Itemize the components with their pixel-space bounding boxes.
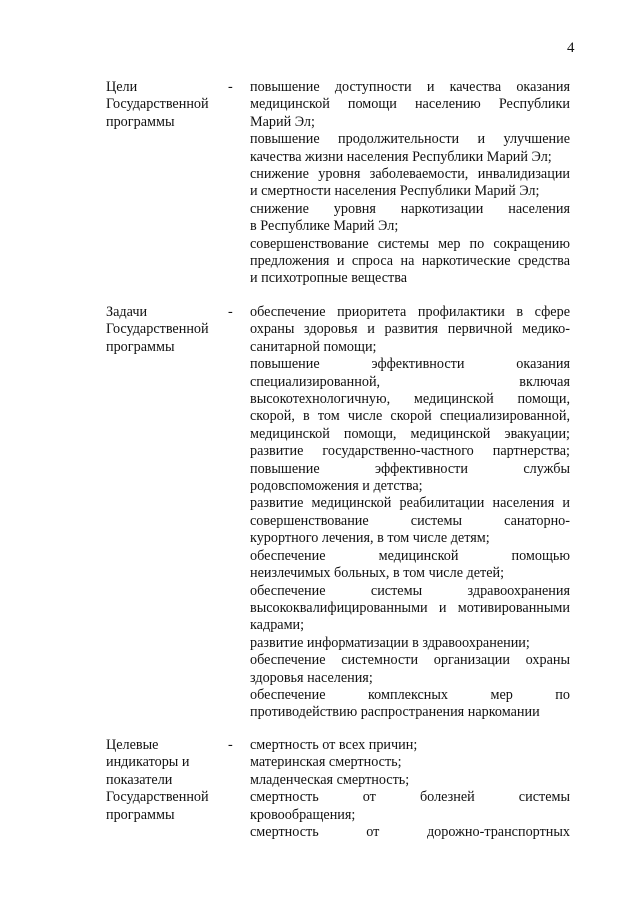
- content-line: повышение продолжительности и улучшение: [250, 131, 570, 148]
- content-line: развитие медицинской реабилитации населения и: [250, 495, 570, 512]
- content-line: санитарной помощи;: [250, 338, 377, 355]
- content-line: смертность от всех причин;: [250, 737, 418, 753]
- content-line: в Республике Марий Эл;: [250, 218, 399, 235]
- content-line: обеспечение комплексных мер по: [250, 686, 570, 703]
- content-line: совершенствование системы мер по сокращению: [250, 235, 570, 252]
- content-line: противодействию распространения наркомании: [250, 704, 540, 721]
- section-label: [106, 79, 231, 131]
- label-line: Государственной: [106, 96, 209, 113]
- content-line: повышение доступности и качества оказания: [250, 79, 570, 95]
- content-line: кадрами;: [250, 617, 305, 634]
- content-line: и смертности населения Республики Марий Эл;: [250, 183, 540, 200]
- label-line: индикаторы и: [106, 754, 190, 771]
- content-line: и психотропные вещества: [250, 270, 407, 287]
- dash-separator: -: [228, 304, 233, 320]
- content-line: смертность от болезней системы: [250, 789, 570, 806]
- page-number: 4: [567, 40, 575, 56]
- content-line: обеспечение системы здравоохранения: [250, 582, 570, 599]
- content-line: повышение эффективности оказания: [250, 356, 570, 373]
- content-line: развитие информатизации в здравоохранении;: [250, 634, 530, 651]
- content-line: родовспоможения и детства;: [250, 478, 423, 495]
- content-line: медицинской помощи, медицинской эвакуации;: [250, 425, 570, 442]
- label-line: Цели: [106, 79, 138, 95]
- label-line: программы: [106, 113, 175, 130]
- content-line: здоровья населения;: [250, 669, 373, 686]
- content-line: курортного лечения, в том числе детям;: [250, 530, 490, 547]
- content-line: обеспечение медицинской помощью: [250, 547, 570, 564]
- content-line: охраны здоровья и развития первичной медико-: [250, 321, 570, 338]
- content-line: снижение уровня наркотизации населения: [250, 200, 570, 217]
- label-line: Задачи: [106, 304, 148, 320]
- content-line: неизлечимых больных, в том числе детей;: [250, 565, 505, 582]
- content-line: смертность от дорожно-транспортных: [250, 824, 570, 841]
- content-line: Марий Эл;: [250, 113, 315, 130]
- content-line: кровообращения;: [250, 806, 356, 823]
- content-line: обеспечение системности организации охраны: [250, 652, 570, 669]
- section-content: [250, 79, 570, 288]
- content-line: высококвалифицированными и мотивированными: [250, 599, 570, 616]
- dash-separator: -: [228, 79, 233, 95]
- content-line: медицинской помощи населению Республики: [250, 96, 570, 113]
- content-line: младенческая смертность;: [250, 771, 410, 788]
- section-label: [106, 737, 231, 824]
- label-line: показатели: [106, 771, 173, 788]
- label-line: программы: [106, 338, 175, 355]
- content-line: повышение эффективности службы: [250, 460, 570, 477]
- content-line: материнская смертность;: [250, 754, 402, 771]
- content-line: высокотехнологичную, медицинской помощи,: [250, 391, 570, 408]
- label-line: Государственной: [106, 789, 209, 806]
- content-line: скорой, в том числе скорой специализированной,: [250, 408, 570, 425]
- content-line: предложения и спроса на наркотические средства: [250, 253, 570, 270]
- content-line: снижение уровня заболеваемости, инвалидизации: [250, 166, 570, 183]
- content-line: совершенствование системы санаторно-: [250, 512, 570, 529]
- content-line: обеспечение приоритета профилактики в сфере: [250, 304, 570, 320]
- label-line: Государственной: [106, 321, 209, 338]
- section-content: [250, 737, 570, 841]
- section-content: [250, 304, 570, 722]
- content-line: специализированной, включая: [250, 373, 570, 390]
- dash-separator: -: [228, 737, 233, 753]
- label-line: Целевые: [106, 737, 159, 753]
- label-line: программы: [106, 806, 175, 823]
- content-line: качества жизни населения Республики Марий Эл;: [250, 148, 552, 165]
- section-label: [106, 304, 231, 356]
- content-line: развитие государственно-частного партнерства;: [250, 443, 570, 460]
